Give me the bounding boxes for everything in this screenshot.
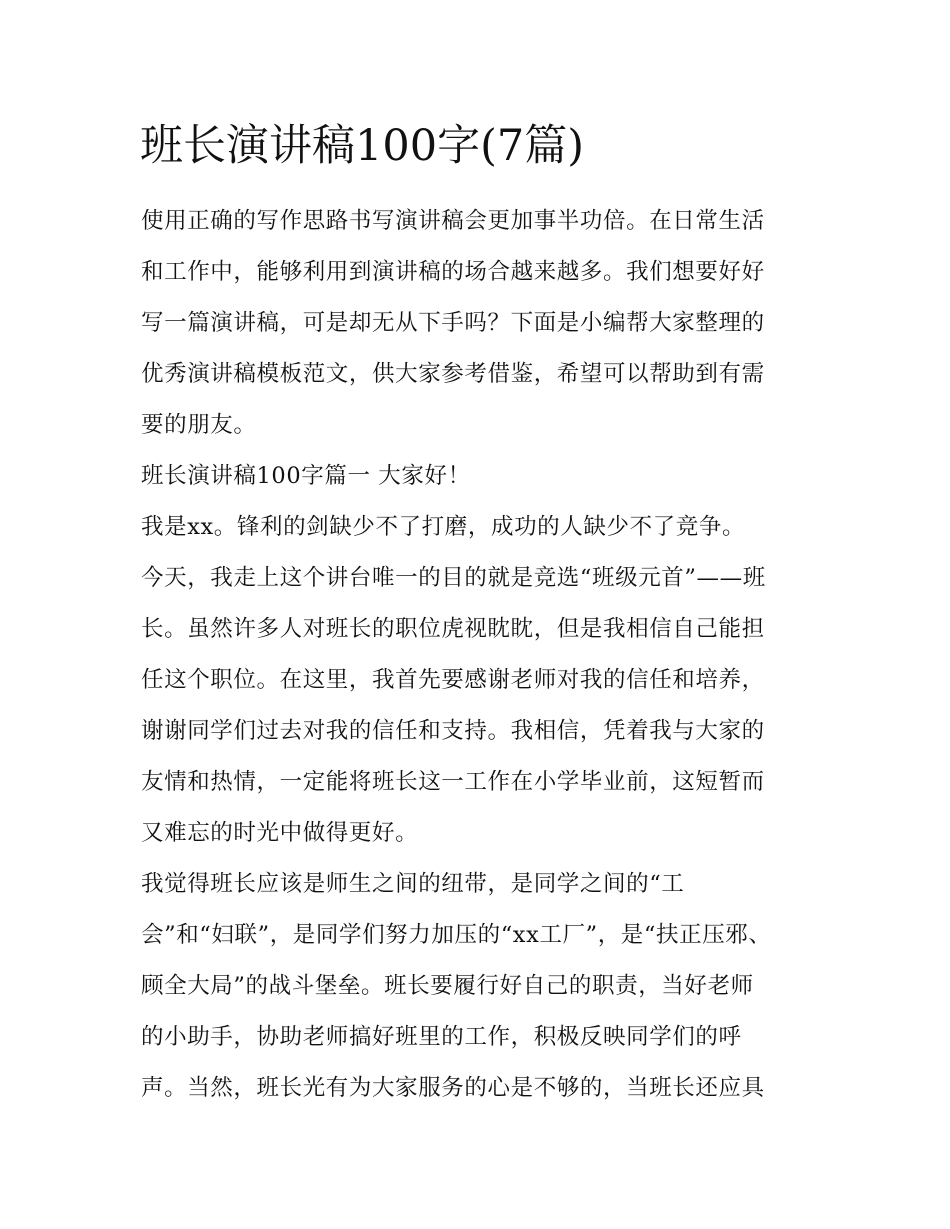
text-line-7: 我是xx。锋利的剑缺少不了打磨，成功的人缺少不了竞争。 xyxy=(141,514,746,540)
text-line-16: 顾全大局”的战斗堡垒。班长要履行好自己的职责，当好老师 xyxy=(141,973,754,999)
text-line-8: 今天，我走上这个讲台唯一的目的就是竞选“班级元首”——班 xyxy=(141,565,766,591)
text-line-4: 优秀演讲稿模板范文，供大家参考借鉴，希望可以帮助到有需 xyxy=(141,361,765,387)
text-line-5: 要的朋友。 xyxy=(141,412,257,438)
section-heading-1: 班长演讲稿100字篇一 大家好！ xyxy=(141,463,471,489)
text-line-11: 谢谢同学们过去对我的信任和支持。我相信，凭着我与大家的 xyxy=(141,718,765,744)
text-line-17: 的小助手，协助老师搞好班里的工作，积极反映同学们的呼 xyxy=(141,1024,742,1050)
text-line-15: 会”和“妇联”，是同学们努力加压的“xx工厂”，是“扶正压邪、 xyxy=(141,922,772,948)
text-line-2: 和工作中，能够利用到演讲稿的场合越来越多。我们想要好好 xyxy=(141,259,765,285)
text-line-1: 使用正确的写作思路书写演讲稿会更加事半功倍。在日常生活 xyxy=(141,208,765,234)
text-line-9: 长。虽然许多人对班长的职位虎视眈眈，但是我相信自己能担 xyxy=(141,616,765,642)
text-line-3: 写一篇演讲稿，可是却无从下手吗？下面是小编帮大家整理的 xyxy=(141,310,765,336)
text-line-12: 友情和热情，一定能将班长这一工作在小学毕业前，这短暂而 xyxy=(141,769,765,795)
document-title: 班长演讲稿100字(7篇) xyxy=(140,121,584,171)
text-line-18: 声。当然，班长光有为大家服务的心是不够的，当班长还应具 xyxy=(141,1075,765,1101)
text-line-13: 又难忘的时光中做得更好。 xyxy=(141,820,419,846)
text-line-10: 任这个职位。在这里，我首先要感谢老师对我的信任和培养， xyxy=(141,667,765,693)
text-line-14: 我觉得班长应该是师生之间的纽带，是同学之间的“工 xyxy=(141,871,685,897)
